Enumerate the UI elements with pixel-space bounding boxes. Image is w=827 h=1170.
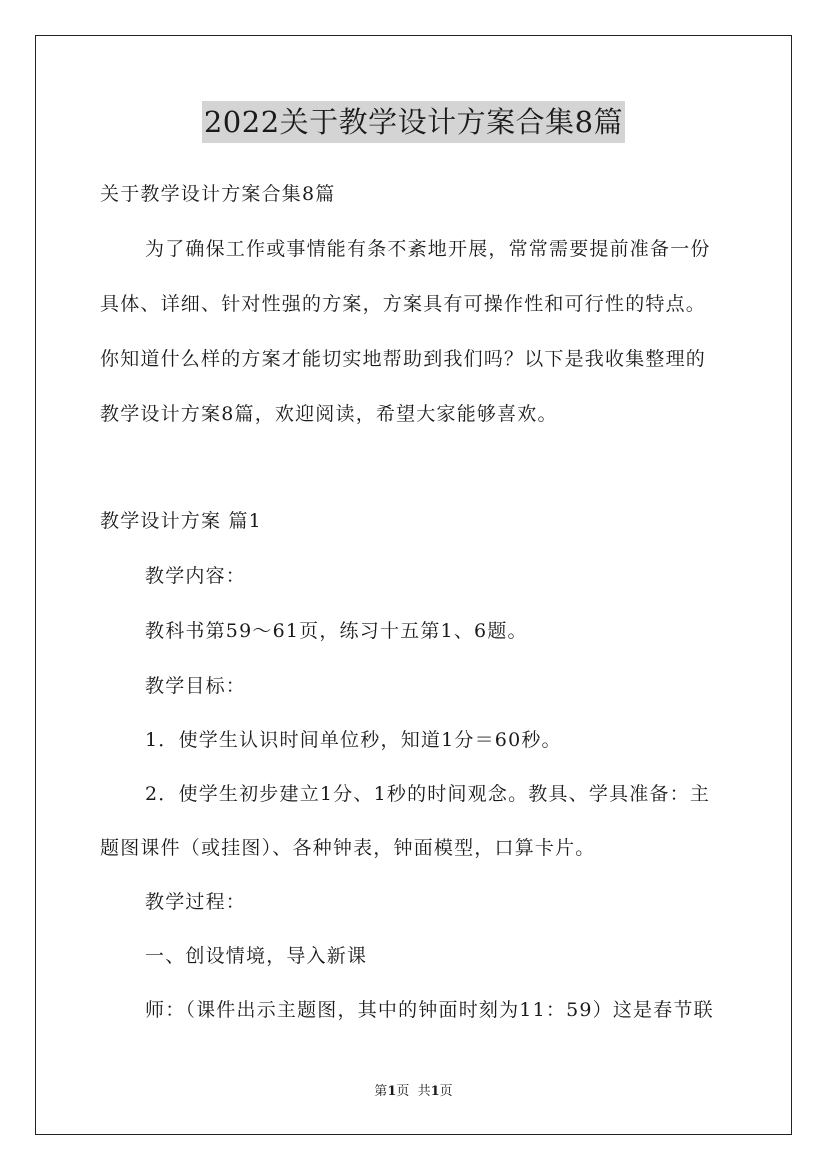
body-line-4: 1．使学生认识时间单位秒，知道1分＝60秒。 [145, 729, 562, 751]
intro-line-3: 你知道什么样的方案才能切实地帮助到我们吗？以下是我收集整理的 [100, 348, 707, 370]
document-title: 2022关于教学设计方案合集8篇 [202, 101, 625, 143]
body-line-9: 师：（课件出示主题图，其中的钟面时刻为11：59）这是春节联 [145, 999, 714, 1021]
footer-page-mid: 页 共 [396, 1084, 431, 1099]
body-line-7: 教学过程： [145, 891, 247, 913]
footer-page-total: 1 [430, 1084, 440, 1099]
body-line-6: 题图课件（或挂图）、各种钟表，钟面模型，口算卡片。 [100, 837, 596, 859]
footer-page-prefix: 第 [374, 1084, 388, 1099]
intro-line-2: 具体、详细、针对性强的方案，方案具有可操作性和可行性的特点。 [100, 293, 707, 315]
intro-line-1: 为了确保工作或事情能有条不紊地开展，常常需要提前准备一份 [145, 238, 711, 260]
body-line-8: 一、创设情境，导入新课 [145, 945, 368, 967]
title-container [0, 101, 827, 143]
body-line-3: 教学目标： [145, 675, 247, 697]
page-footer [0, 1084, 827, 1100]
document-subtitle: 关于教学设计方案合集8篇 [100, 183, 336, 205]
intro-line-4: 教学设计方案8篇，欢迎阅读，希望大家能够喜欢。 [100, 403, 558, 425]
footer-page-number: 1 [387, 1084, 397, 1099]
body-line-5: 2．使学生初步建立1分、1秒的时间观念。教具、学具准备：主 [145, 783, 711, 805]
footer-page-suffix: 页 [439, 1084, 453, 1099]
body-line-2: 教科书第59～61页，练习十五第1、6题。 [145, 620, 528, 642]
section-heading: 教学设计方案 篇1 [100, 510, 262, 532]
body-line-1: 教学内容： [145, 565, 247, 587]
